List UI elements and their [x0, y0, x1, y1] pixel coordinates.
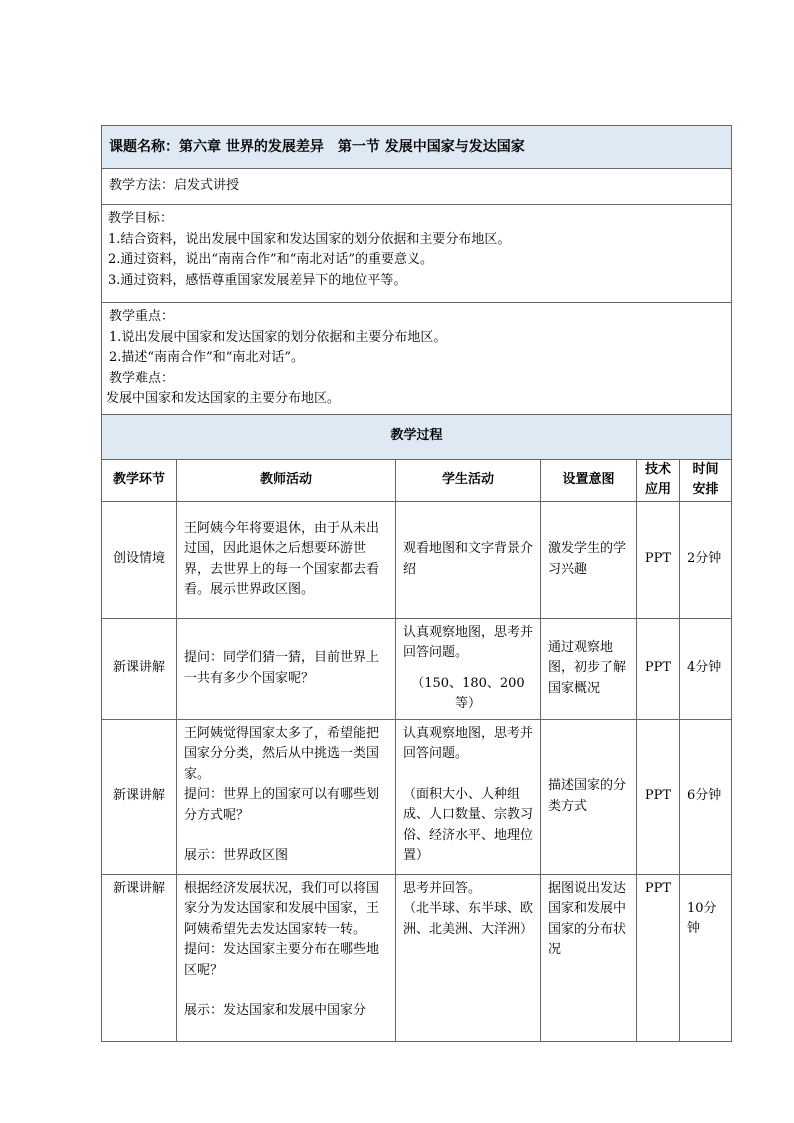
teacher-text: 根据经济发展状况，我们可以将国家分为发达国家和发展中国家，王阿姨希望先去发达国家转一转。 — [184, 880, 380, 937]
table-row — [102, 719, 732, 874]
row-time: 4分钟 — [680, 618, 732, 719]
row-tech: PPT — [637, 874, 680, 1041]
process-header-row — [102, 459, 732, 501]
teaching-goals — [102, 205, 732, 303]
student-text: （北半球、东半球、欧洲、北美洲、大洋洲） — [403, 901, 534, 937]
row-teacher — [177, 618, 396, 719]
key-points — [102, 303, 732, 415]
teaching-method: 教学方法：启发式讲授 — [102, 169, 732, 205]
goal-item: 2.通过资料，说出“南南合作”和“南北对话”的重要意义。 — [108, 252, 433, 267]
process-title: 教学过程 — [102, 414, 732, 459]
row-student — [396, 719, 541, 874]
key-point-item: 2.描述“南南合作”和“南北对话”。 — [109, 350, 304, 365]
row-time: 2分钟 — [680, 501, 732, 618]
col-intent: 设置意图 — [541, 459, 637, 501]
row-student — [396, 618, 541, 719]
row-time: 6分钟 — [680, 719, 732, 874]
row-stage: 新课讲解 — [102, 719, 177, 874]
col-time-line: 时间 — [692, 461, 719, 477]
row-intent: 激发学生的学习兴趣 — [541, 501, 637, 618]
col-tech-line: 技术 — [644, 461, 671, 477]
difficulty-heading: 教学难点： — [109, 370, 175, 386]
lesson-plan — [101, 125, 731, 1042]
row-teacher — [177, 501, 396, 618]
lesson-plan-table — [101, 125, 732, 1042]
key-point-item: 1.说出发展中国家和发达国家的划分依据和主要分布地区。 — [109, 329, 447, 345]
teacher-text: 提问：发达国家主要分布在哪些地区呢？ — [184, 942, 380, 978]
goal-item: 1.结合资料，说出发展中国家和发达国家的划分依据和主要分布地区。 — [108, 231, 511, 247]
teacher-text: 王阿姨觉得国家太多了，希望能把国家分分类，然后从中挑选一类国家。 — [184, 725, 380, 782]
goal-item: 3.通过资料，感悟尊重国家发展差异下的地位平等。 — [108, 272, 407, 288]
student-text: （面积大小、人种组成、人口数量、宗教习俗、经济水平、地理位置） — [403, 786, 534, 863]
row-tech: PPT — [637, 501, 680, 618]
row-tech: PPT — [637, 618, 680, 719]
student-text: （150、180、200等） — [411, 675, 525, 711]
row-teacher — [177, 874, 396, 1041]
row-stage: 新课讲解 — [102, 874, 177, 1041]
teacher-text: 提问：同学们猜一猜，目前世界上一共有多少个国家呢？ — [184, 650, 380, 686]
col-stage: 教学环节 — [102, 459, 177, 501]
goals-heading: 教学目标： — [108, 211, 174, 226]
student-text: 观看地图和文字背景介绍 — [403, 541, 534, 577]
row-intent: 通过观察地图，初步了解国家概况 — [541, 618, 637, 719]
student-text: 认真观察地图，思考并回答问题。 — [403, 624, 534, 660]
col-time-line: 安排 — [692, 482, 719, 497]
row-student — [396, 874, 541, 1041]
student-text: 思考并回答。 — [403, 880, 482, 896]
row-time: 10分钟 — [680, 874, 732, 1041]
row-intent: 据图说出发达国家和发展中国家的分布状况 — [541, 874, 637, 1041]
row-stage: 新课讲解 — [102, 618, 177, 719]
teacher-text: 王阿姨今年将要退休，由于从未出过国，因此退休之后想要环游世界，去世界上的每一个国家都去看看。展示世界政区图。 — [184, 520, 380, 597]
student-text: 认真观察地图，思考并回答问题。 — [403, 725, 534, 761]
table-row — [102, 618, 732, 719]
lesson-title: 课题名称：第六章 世界的发展差异 第一节 发展中国家与发达国家 — [102, 126, 732, 169]
col-student: 学生活动 — [396, 459, 541, 501]
col-tech — [637, 459, 680, 501]
row-teacher — [177, 719, 396, 874]
teacher-text: 展示：世界政区图 — [184, 848, 289, 863]
row-student — [396, 501, 541, 618]
difficulty-text: 发展中国家和发达国家的主要分布地区。 — [106, 391, 341, 406]
teacher-text: 展示：发达国家和发展中国家分 — [184, 1003, 367, 1018]
table-row — [102, 874, 732, 1041]
row-intent: 描述国家的分类方式 — [541, 719, 637, 874]
key-points-heading: 教学重点： — [109, 309, 175, 324]
row-tech: PPT — [637, 719, 680, 874]
row-stage: 创设情境 — [102, 501, 177, 618]
teacher-text: 提问：世界上的国家可以有哪些划分方式呢？ — [184, 787, 380, 823]
col-teacher: 教师活动 — [177, 459, 396, 501]
table-row — [102, 501, 732, 618]
col-time — [680, 459, 732, 501]
col-tech-line: 应用 — [644, 482, 671, 497]
